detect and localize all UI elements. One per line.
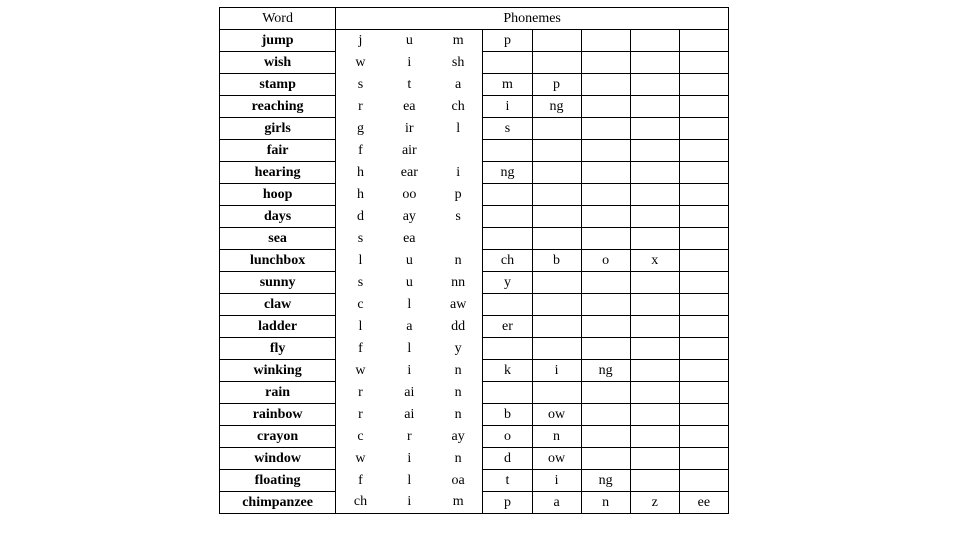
- phoneme-cell: i: [407, 362, 412, 378]
- phoneme-cell: [532, 118, 581, 140]
- phoneme-cell: ai: [404, 406, 415, 422]
- phoneme-cell: m: [483, 74, 532, 96]
- word-cell: crayon: [220, 426, 336, 448]
- phoneme-cell: ch: [451, 98, 465, 114]
- phoneme-cell: l: [456, 120, 461, 136]
- phoneme-cell: [581, 448, 630, 470]
- phoneme-cell: air: [401, 142, 417, 158]
- phoneme-cell: [532, 338, 581, 360]
- phoneme-cell: m: [434, 492, 483, 514]
- phoneme-cell: [679, 96, 728, 118]
- phoneme-cell: ow: [532, 448, 581, 470]
- phoneme-cell: h: [356, 186, 364, 202]
- phoneme-cell: ea: [403, 230, 416, 246]
- phoneme-cell: [630, 360, 679, 382]
- phoneme-cell: n: [454, 450, 462, 466]
- phoneme-cell: [630, 74, 679, 96]
- word-cell: ladder: [220, 316, 336, 338]
- phoneme-cell: [483, 228, 532, 250]
- phoneme-cell: [581, 382, 630, 404]
- phoneme-cell: r: [406, 428, 412, 444]
- phoneme-cell: s: [483, 118, 532, 140]
- phoneme-cell: ir: [405, 120, 414, 136]
- phoneme-cell: d: [356, 208, 364, 224]
- phoneme-cell: i: [407, 54, 412, 70]
- phoneme-cell: [581, 30, 630, 52]
- phoneme-cell: f: [358, 472, 363, 488]
- phoneme-cell: [532, 382, 581, 404]
- phoneme-cell: ai: [404, 384, 415, 400]
- phoneme-cell: ng: [581, 360, 630, 382]
- phoneme-cell: ng: [483, 162, 532, 184]
- table-row: [220, 492, 729, 514]
- phoneme-cell: n: [454, 406, 462, 422]
- phoneme-cell: i: [385, 492, 434, 514]
- table-row: [220, 184, 729, 206]
- word-cell: rain: [220, 382, 336, 404]
- phoneme-cell: l: [358, 318, 363, 334]
- phoneme-cell: u: [405, 274, 413, 290]
- word-cell: hearing: [220, 162, 336, 184]
- phoneme-cell: [581, 52, 630, 74]
- phoneme-cell: [581, 118, 630, 140]
- phoneme-cell: s: [357, 230, 364, 246]
- phoneme-cell: ay: [451, 428, 465, 444]
- phoneme-cell: [581, 228, 630, 250]
- phoneme-cell: d: [483, 448, 532, 470]
- phoneme-cell: w: [355, 450, 366, 466]
- phoneme-cell: [483, 206, 532, 228]
- phoneme-cell: [679, 206, 728, 228]
- phoneme-cell: r: [358, 406, 363, 422]
- phoneme-cell: s: [455, 208, 461, 224]
- phoneme-cell: [679, 74, 728, 96]
- phoneme-cell: ng: [532, 96, 581, 118]
- phoneme-cell: [679, 404, 728, 426]
- phoneme-cell: n: [454, 252, 462, 268]
- phoneme-cell: [532, 162, 581, 184]
- phoneme-cell: a: [532, 492, 581, 514]
- phoneme-table: [219, 7, 729, 514]
- table-row: [220, 382, 729, 404]
- phoneme-cell: n: [532, 426, 581, 448]
- phoneme-cell: t: [483, 470, 532, 492]
- phoneme-cell: [679, 382, 728, 404]
- phoneme-cell: i: [407, 450, 412, 466]
- phoneme-cell: [679, 338, 728, 360]
- phoneme-cell: [679, 360, 728, 382]
- table-header-row: [220, 8, 729, 30]
- phoneme-cell: [581, 294, 630, 316]
- phoneme-cell: [532, 206, 581, 228]
- word-cell: fair: [220, 140, 336, 162]
- table-body: [220, 30, 729, 514]
- phoneme-cell: [630, 184, 679, 206]
- phoneme-cell: [630, 140, 679, 162]
- phonemes-column-header: Phonemes: [336, 8, 729, 30]
- table-row: [220, 448, 729, 470]
- phoneme-cell: w: [355, 362, 366, 378]
- word-cell: sea: [220, 228, 336, 250]
- phoneme-cell: [630, 96, 679, 118]
- phoneme-cell: er: [483, 316, 532, 338]
- table-row: [220, 52, 729, 74]
- table-row: [220, 118, 729, 140]
- phoneme-cell: u: [405, 32, 413, 48]
- word-cell: hoop: [220, 184, 336, 206]
- table-row: [220, 206, 729, 228]
- phoneme-cell: i: [532, 470, 581, 492]
- phoneme-cell: dd: [451, 318, 466, 334]
- phoneme-cell: [679, 228, 728, 250]
- phoneme-cell: [581, 206, 630, 228]
- phoneme-cell: [581, 404, 630, 426]
- phoneme-cell: [630, 272, 679, 294]
- phoneme-cell: y: [483, 272, 532, 294]
- word-cell: claw: [220, 294, 336, 316]
- phoneme-cell: [483, 52, 532, 74]
- phoneme-cell: r: [358, 384, 363, 400]
- phoneme-cell: [483, 294, 532, 316]
- phoneme-cell: [630, 470, 679, 492]
- phoneme-cell: c: [357, 428, 364, 444]
- phoneme-cell: p: [483, 30, 532, 52]
- phoneme-cell: [532, 294, 581, 316]
- phoneme-cell: l: [358, 252, 363, 268]
- table-row: [220, 250, 729, 272]
- phoneme-cell: ear: [400, 164, 418, 180]
- phoneme-cell: c: [357, 296, 364, 312]
- phoneme-cell: [679, 470, 728, 492]
- phoneme-cell: [483, 338, 532, 360]
- phoneme-cell: n: [454, 362, 462, 378]
- phoneme-cell: [679, 448, 728, 470]
- phoneme-cell: [532, 30, 581, 52]
- phoneme-cell: [679, 140, 728, 162]
- phoneme-cell: [532, 272, 581, 294]
- table-row: [220, 74, 729, 96]
- phoneme-cell: n: [454, 384, 462, 400]
- table-row: [220, 360, 729, 382]
- phoneme-cell: [679, 184, 728, 206]
- table-row: [220, 162, 729, 184]
- table-row: [220, 470, 729, 492]
- phoneme-cell: b: [483, 404, 532, 426]
- phoneme-cell: [630, 30, 679, 52]
- table-row: [220, 426, 729, 448]
- phoneme-cell: z: [630, 492, 679, 514]
- phoneme-cell: nn: [451, 274, 466, 290]
- word-cell: winking: [220, 360, 336, 382]
- phoneme-cell: [630, 52, 679, 74]
- phoneme-cell: w: [355, 54, 366, 70]
- phoneme-cell: [630, 338, 679, 360]
- phoneme-cell: ng: [581, 470, 630, 492]
- phoneme-cell: [630, 404, 679, 426]
- phoneme-cell: [630, 382, 679, 404]
- word-cell: wish: [220, 52, 336, 74]
- table-row: [220, 404, 729, 426]
- word-cell: reaching: [220, 96, 336, 118]
- word-cell: floating: [220, 470, 336, 492]
- table-row: [220, 140, 729, 162]
- phoneme-cell: ea: [403, 98, 416, 114]
- phoneme-cell: [630, 448, 679, 470]
- phoneme-cell: l: [407, 340, 412, 356]
- phoneme-cell: [581, 272, 630, 294]
- phoneme-cell: i: [456, 164, 461, 180]
- phoneme-cell: [434, 228, 483, 250]
- phoneme-cell: [532, 228, 581, 250]
- phoneme-cell: [581, 162, 630, 184]
- word-column-header: Word: [220, 8, 336, 30]
- phoneme-cell: p: [454, 186, 462, 202]
- phoneme-cell: ch: [336, 492, 385, 514]
- word-cell: window: [220, 448, 336, 470]
- phoneme-cell: [483, 382, 532, 404]
- phoneme-cell: i: [483, 96, 532, 118]
- word-cell: girls: [220, 118, 336, 140]
- phoneme-cell: g: [356, 120, 364, 136]
- phoneme-cell: [679, 162, 728, 184]
- phoneme-cell: oa: [451, 472, 465, 488]
- phoneme-cell: sh: [451, 54, 465, 70]
- phoneme-cell: [483, 184, 532, 206]
- phoneme-cell: [679, 52, 728, 74]
- table-row: [220, 96, 729, 118]
- phoneme-cell: t: [407, 76, 412, 92]
- phoneme-cell: y: [454, 340, 462, 356]
- phoneme-cell: [581, 140, 630, 162]
- phoneme-cell: r: [358, 98, 363, 114]
- phoneme-cell: a: [455, 76, 462, 92]
- phoneme-cell: s: [357, 274, 364, 290]
- phoneme-cell: a: [406, 318, 413, 334]
- phoneme-cell: [581, 184, 630, 206]
- word-cell: rainbow: [220, 404, 336, 426]
- phoneme-cell: m: [452, 32, 464, 48]
- phoneme-cell: k: [483, 360, 532, 382]
- phoneme-cell: [532, 184, 581, 206]
- phoneme-cell: ay: [402, 208, 416, 224]
- phoneme-cell: [679, 250, 728, 272]
- table-row: [220, 30, 729, 52]
- phoneme-cell: [581, 96, 630, 118]
- phoneme-cell: [630, 162, 679, 184]
- phoneme-cell: [679, 118, 728, 140]
- phoneme-cell: [679, 426, 728, 448]
- word-cell: sunny: [220, 272, 336, 294]
- phoneme-cell: [630, 118, 679, 140]
- phoneme-cell: p: [532, 74, 581, 96]
- phoneme-cell: [630, 426, 679, 448]
- phoneme-cell: [532, 52, 581, 74]
- phoneme-cell: o: [581, 250, 630, 272]
- phoneme-cell: [679, 30, 728, 52]
- phoneme-cell: p: [483, 492, 532, 514]
- table-row: [220, 294, 729, 316]
- phoneme-cell: [581, 316, 630, 338]
- word-cell: stamp: [220, 74, 336, 96]
- phoneme-cell: [581, 338, 630, 360]
- phoneme-cell: x: [630, 250, 679, 272]
- phoneme-cell: [434, 140, 483, 162]
- phoneme-cell: [581, 74, 630, 96]
- table-row: [220, 338, 729, 360]
- phoneme-cell: [483, 140, 532, 162]
- table-row: [220, 272, 729, 294]
- table-row: [220, 316, 729, 338]
- phoneme-cell: h: [356, 164, 364, 180]
- word-cell: jump: [220, 30, 336, 52]
- phoneme-cell: [532, 140, 581, 162]
- phoneme-cell: [679, 272, 728, 294]
- table-row: [220, 228, 729, 250]
- word-cell: fly: [220, 338, 336, 360]
- phoneme-cell: [679, 316, 728, 338]
- phoneme-cell: n: [581, 492, 630, 514]
- phoneme-cell: oo: [402, 186, 417, 202]
- phoneme-cell: [630, 228, 679, 250]
- phoneme-cell: [630, 316, 679, 338]
- phoneme-cell: ee: [679, 492, 728, 514]
- word-cell: lunchbox: [220, 250, 336, 272]
- phoneme-cell: [532, 316, 581, 338]
- phoneme-cell: [630, 206, 679, 228]
- phoneme-cell: b: [532, 250, 581, 272]
- phoneme-cell: i: [532, 360, 581, 382]
- phoneme-cell: s: [357, 76, 364, 92]
- phoneme-cell: [581, 426, 630, 448]
- word-cell: days: [220, 206, 336, 228]
- phoneme-cell: [630, 294, 679, 316]
- word-cell: chimpanzee: [220, 492, 336, 514]
- phoneme-cell: ow: [532, 404, 581, 426]
- phoneme-cell: f: [358, 142, 363, 158]
- phoneme-cell: l: [407, 472, 412, 488]
- phoneme-cell: [679, 294, 728, 316]
- phoneme-cell: o: [483, 426, 532, 448]
- phoneme-cell: u: [405, 252, 413, 268]
- phoneme-cell: f: [358, 340, 363, 356]
- phoneme-cell: l: [407, 296, 412, 312]
- phoneme-cell: j: [358, 32, 363, 48]
- phoneme-cell: ch: [483, 250, 532, 272]
- phoneme-cell: aw: [449, 296, 467, 312]
